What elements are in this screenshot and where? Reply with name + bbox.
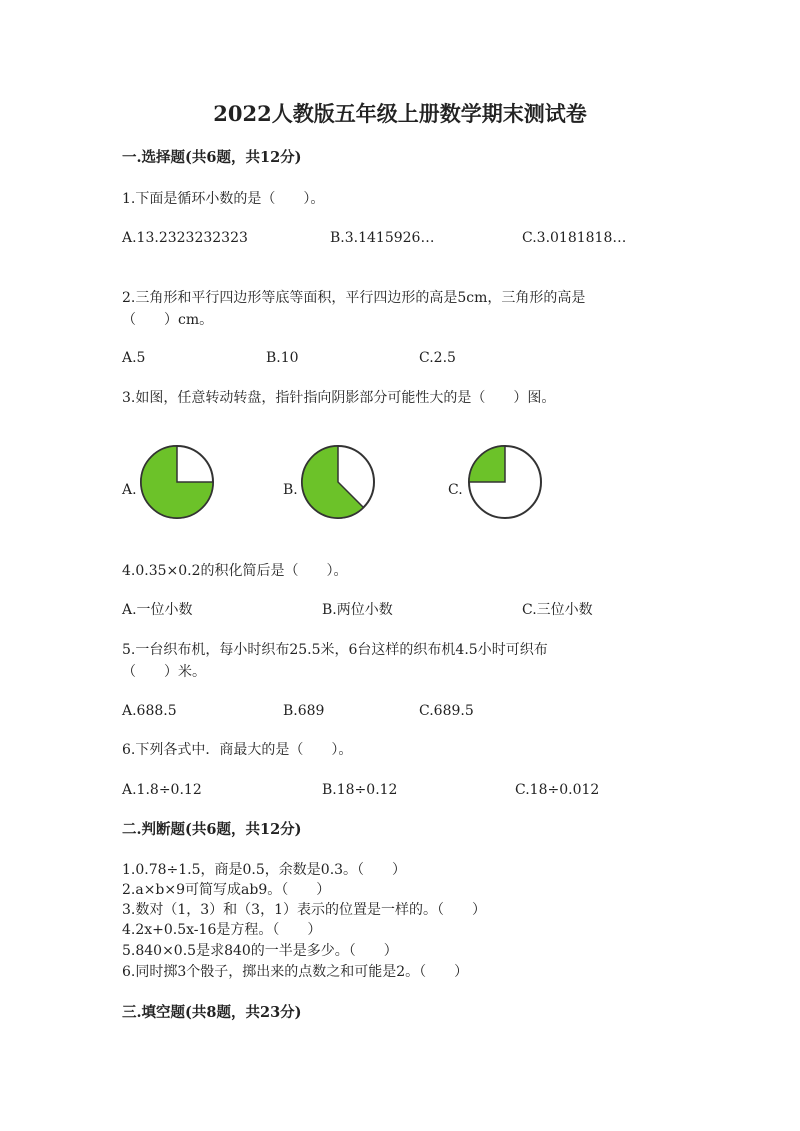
q3-spinner-a [138, 443, 216, 521]
q6-option-c: C.18÷0.012 [515, 782, 600, 798]
q3-spinner-c [466, 443, 544, 521]
q6-option-b: B.18÷0.12 [322, 782, 398, 798]
q5-stem-line2: （ ）米。 [122, 664, 206, 680]
q4-option-a: A.一位小数 [122, 602, 193, 618]
q2-stem-line1: 2.三角形和平行四边形等底等面积，平行四边形的高是5cm，三角形的高是 [122, 290, 586, 306]
q6-stem: 6.下列各式中．商最大的是（ ）。 [122, 742, 353, 758]
judge-item-1: 1.0.78÷1.5，商是0.5，余数是0.3。（ ） [122, 862, 407, 878]
q1-option-c: C.3.0181818… [522, 230, 627, 246]
q2-option-c: C.2.5 [419, 350, 456, 366]
q5-option-a: A.688.5 [122, 703, 177, 719]
q5-option-b: B.689 [283, 703, 325, 719]
q2-option-b: B.10 [266, 350, 299, 366]
q1-option-b: B.3.1415926… [330, 230, 435, 246]
q3-spinner-b [299, 443, 377, 521]
q5-stem-line1: 5.一台织布机，每小时织布25.5米，6台这样的织布机4.5小时可织布 [122, 642, 548, 658]
q3-option-a-label: A. [122, 482, 137, 498]
section-heading-fill: 三.填空题(共8题，共23分) [122, 1004, 302, 1021]
q5-option-c: C.689.5 [419, 703, 474, 719]
judge-item-4: 4.2x+0.5x-16是方程。（ ） [122, 922, 322, 938]
q3-spinner-c-shaded [469, 446, 505, 482]
section-heading-choice: 一.选择题(共6题，共12分) [122, 149, 302, 166]
q6-option-a: A.1.8÷0.12 [122, 782, 202, 798]
q2-stem-line2: （ ）cm。 [122, 312, 214, 328]
q1-stem: 1.下面是循环小数的是（ ）。 [122, 191, 325, 207]
judge-item-5: 5.840×0.5是求840的一半是多少。（ ） [122, 943, 398, 959]
q3-option-b-label: B. [283, 482, 298, 498]
page-title: 2022人教版五年级上册数学期末测试卷 [213, 101, 587, 126]
q3-option-c-label: C. [448, 482, 463, 498]
q4-option-c: C.三位小数 [522, 602, 593, 618]
q2-option-a: A.5 [122, 350, 146, 366]
q4-option-b: B.两位小数 [322, 602, 393, 618]
judge-item-2: 2.a×b×9可简写成ab9。（ ） [122, 882, 331, 898]
judge-item-3: 3.数对（1，3）和（3，1）表示的位置是一样的。（ ） [122, 902, 486, 918]
section-heading-judgement: 二.判断题(共6题，共12分) [122, 821, 302, 838]
q3-stem: 3.如图，任意转动转盘，指针指向阴影部分可能性大的是（ ）图。 [122, 390, 556, 406]
judge-item-6: 6.同时掷3个骰子，掷出来的点数之和可能是2。（ ） [122, 964, 469, 980]
q4-stem: 4.0.35×0.2的积化简后是（ ）。 [122, 563, 348, 579]
q1-option-a: A.13.2323232323 [122, 230, 248, 246]
